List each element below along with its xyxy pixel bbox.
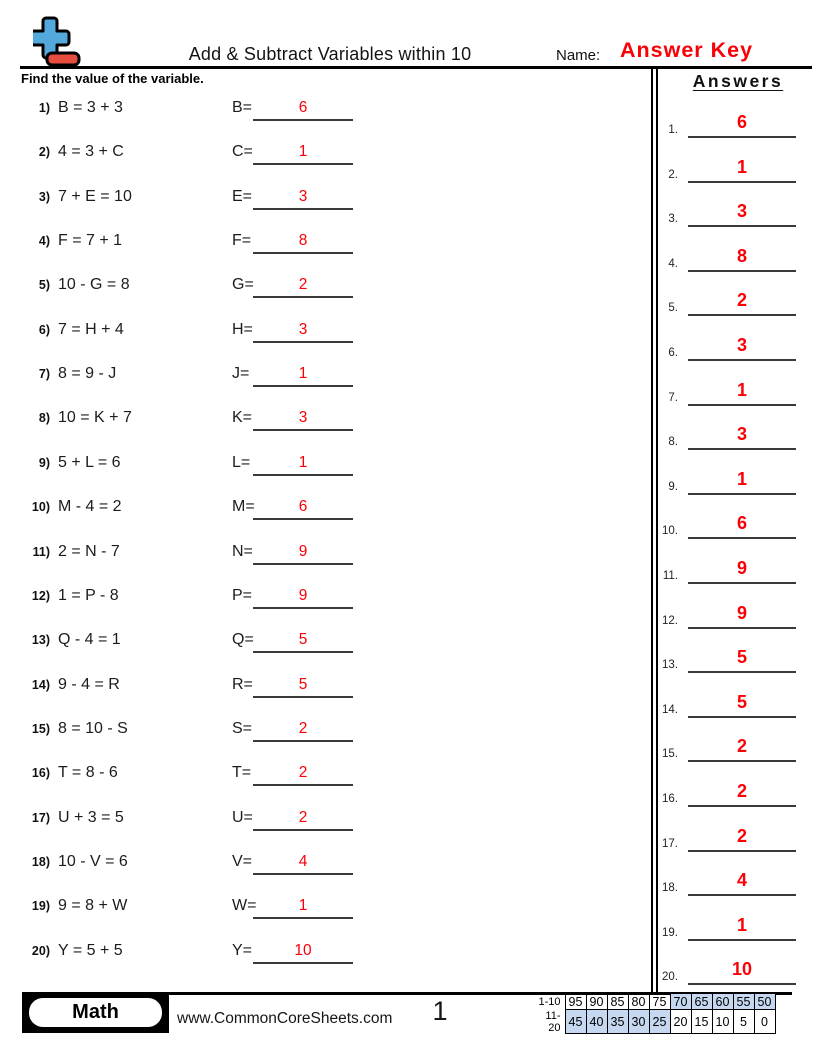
problem-answer-blank: 1	[253, 450, 353, 476]
problem-answer-blank: 9	[253, 539, 353, 565]
problem-variable-label: E=	[232, 187, 253, 205]
answer-item	[648, 864, 800, 896]
problem-equation: 5 + L = 6	[58, 453, 121, 471]
answer-value-blank: 9	[688, 554, 796, 584]
problem-equation: 7 + E = 10	[58, 187, 132, 205]
answer-item	[648, 730, 800, 762]
problem-answer-blank: 5	[253, 627, 353, 653]
answer-item	[648, 329, 800, 361]
problem-number: 7)	[38, 367, 50, 382]
answer-number: 11.	[662, 570, 678, 582]
answer-value-blank: 3	[688, 331, 796, 361]
score-cell: 10	[712, 1010, 733, 1034]
answer-number: 2.	[668, 168, 678, 181]
answer-value-blank: 5	[688, 643, 796, 673]
problem-variable-label: Q=	[232, 631, 254, 649]
page-title: Add & Subtract Variables within 10	[188, 44, 472, 64]
answer-item	[648, 195, 800, 227]
score-range-label: 11-20	[545, 1009, 561, 1034]
problem-number: 2)	[38, 145, 50, 160]
answer-number: 16.	[662, 793, 678, 805]
problem-answer-blank: 2	[253, 805, 353, 831]
answer-item	[648, 953, 800, 985]
problem-equation: T = 8 - 6	[58, 764, 118, 782]
problem-row	[22, 587, 442, 617]
score-cell: 90	[586, 994, 607, 1010]
problem-number: 17)	[31, 810, 50, 825]
score-cell: 80	[628, 994, 649, 1010]
problem-row	[22, 809, 442, 839]
answer-value-blank: 6	[688, 108, 796, 138]
problem-equation: Y = 5 + 5	[58, 941, 123, 959]
problem-answer-blank: 1	[253, 139, 353, 165]
problem-row	[22, 853, 442, 883]
answer-number: 1.	[668, 124, 678, 136]
answer-number: 13.	[662, 659, 678, 672]
answer-value-blank: 1	[688, 911, 796, 941]
answer-number: 4.	[668, 257, 678, 270]
problem-equation: 7 = H + 4	[58, 320, 124, 338]
answer-item	[648, 284, 800, 316]
score-cell: 55	[733, 994, 754, 1010]
answer-value-blank: 1	[688, 465, 796, 495]
answer-item	[648, 374, 800, 406]
score-range-label: 1-10	[538, 995, 561, 1008]
instruction-text: Find the value of the variable.	[21, 71, 204, 86]
answer-item	[648, 463, 800, 495]
score-table-row	[533, 1010, 775, 1034]
problem-variable-label: N=	[232, 542, 253, 560]
answer-value-blank: 2	[688, 822, 796, 852]
problem-variable-label: T=	[232, 764, 252, 782]
minus-icon	[47, 53, 79, 65]
score-cell: 45	[565, 1010, 586, 1034]
problem-answer-blank: 2	[253, 272, 353, 298]
problem-row	[22, 188, 442, 218]
problem-number: 16)	[31, 766, 50, 781]
problem-variable-label: C=	[232, 143, 253, 161]
problem-variable-label: V=	[232, 852, 253, 870]
problem-variable-label: G=	[232, 276, 254, 294]
problem-number: 10)	[31, 500, 50, 515]
problem-number: 19)	[31, 899, 50, 914]
problem-row	[22, 764, 442, 794]
problem-equation: 10 - G = 8	[58, 276, 130, 294]
problem-equation: U + 3 = 5	[58, 808, 124, 826]
score-cell: 0	[754, 1010, 775, 1034]
problem-row	[22, 99, 442, 129]
problem-variable-label: S=	[232, 719, 253, 737]
score-cell: 95	[565, 994, 586, 1010]
problem-number: 15)	[31, 721, 50, 736]
problem-number: 14)	[31, 677, 50, 692]
problem-number: 5)	[38, 278, 50, 293]
score-table	[533, 993, 776, 1034]
subject-badge	[22, 992, 169, 1033]
problem-variable-label: P=	[232, 586, 253, 604]
problem-equation: F = 7 + 1	[58, 232, 123, 250]
problem-row	[22, 942, 442, 972]
problem-answer-blank: 3	[253, 405, 353, 431]
score-cell: 60	[712, 994, 733, 1010]
plus-minus-logo-icon	[33, 16, 81, 68]
problem-equation: 9 - 4 = R	[58, 675, 120, 693]
problem-number: 3)	[38, 189, 50, 204]
problem-number: 13)	[31, 633, 50, 648]
score-cell: 25	[649, 1010, 670, 1034]
score-cell: 65	[691, 994, 712, 1010]
problem-equation: 1 = P - 8	[58, 586, 119, 604]
problem-number: 1)	[38, 101, 50, 115]
answer-value-blank: 2	[688, 777, 796, 807]
problem-answer-blank: 4	[253, 849, 353, 875]
problem-variable-label: K=	[232, 409, 253, 427]
answer-number: 20.	[662, 971, 678, 984]
answer-item	[648, 418, 800, 450]
problem-answer-blank: 3	[253, 184, 353, 210]
score-cell: 20	[670, 1010, 691, 1034]
page-number: 1	[432, 996, 448, 1026]
score-cell: 40	[586, 1010, 607, 1034]
problem-row	[22, 454, 442, 484]
problem-number: 12)	[31, 588, 50, 603]
problem-answer-blank: 5	[253, 672, 353, 698]
problem-equation: 8 = 10 - S	[58, 719, 128, 737]
problem-row	[22, 232, 442, 262]
answer-number: 19.	[662, 926, 678, 939]
answer-number: 12.	[662, 614, 678, 627]
problem-equation: 9 = 8 + W	[58, 897, 128, 915]
problem-variable-label: F=	[232, 232, 252, 250]
answer-key-text: Answer Key	[620, 38, 754, 62]
answer-number: 10.	[662, 525, 678, 538]
score-table-row	[533, 994, 775, 1010]
answer-value-blank: 1	[688, 376, 796, 406]
answer-value-blank: 8	[688, 242, 796, 272]
answer-item	[648, 597, 800, 629]
answer-number: 8.	[668, 436, 678, 449]
problem-variable-label: W=	[232, 897, 257, 915]
score-cell: 75	[649, 994, 670, 1010]
name-label: Name:	[556, 47, 601, 64]
answer-item	[648, 820, 800, 852]
answer-item	[648, 507, 800, 539]
problem-row	[22, 631, 442, 661]
problem-variable-label: B=	[232, 99, 253, 116]
answer-value-blank: 4	[688, 866, 796, 896]
answer-item	[648, 552, 800, 584]
answer-number: 3.	[668, 213, 678, 226]
problem-variable-label: L=	[232, 453, 251, 471]
problem-equation: M - 4 = 2	[58, 498, 122, 516]
problem-answer-blank: 2	[253, 716, 353, 742]
problem-answer-blank: 1	[253, 361, 353, 387]
answer-value-blank: 6	[688, 509, 796, 539]
answer-number: 9.	[668, 480, 678, 493]
problem-variable-label: M=	[232, 498, 255, 516]
answer-item	[648, 106, 800, 138]
problem-answer-blank: 6	[253, 95, 353, 121]
problem-answer-blank: 2	[253, 760, 353, 786]
answer-value-blank: 9	[688, 599, 796, 629]
answer-value-blank: 3	[688, 197, 796, 227]
subject-badge-label: Math	[27, 996, 164, 1029]
score-cell: 30	[628, 1010, 649, 1034]
answer-number: 18.	[662, 882, 678, 895]
score-cell: 15	[691, 1010, 712, 1034]
answer-item	[648, 909, 800, 941]
answer-number: 5.	[668, 302, 678, 315]
problem-row	[22, 543, 442, 573]
problem-row	[22, 365, 442, 395]
answer-number: 17.	[662, 837, 678, 850]
problem-number: 11)	[32, 544, 50, 559]
score-cell: 50	[754, 994, 775, 1010]
header-divider-line	[20, 66, 812, 69]
problem-answer-blank: 10	[253, 938, 353, 964]
problem-variable-label: R=	[232, 675, 253, 693]
answers-heading: Answers	[692, 71, 784, 91]
problem-equation: 8 = 9 - J	[58, 365, 117, 383]
problem-row	[22, 720, 442, 750]
problem-variable-label: Y=	[232, 941, 253, 959]
problem-equation: B = 3 + 3	[58, 99, 123, 116]
problem-row	[22, 276, 442, 306]
problem-equation: 10 = K + 7	[58, 409, 132, 427]
answer-item	[648, 240, 800, 272]
answer-item	[648, 641, 800, 673]
problem-number: 8)	[38, 411, 50, 426]
problem-number: 4)	[38, 234, 50, 249]
problem-answer-blank: 8	[253, 228, 353, 254]
problem-row	[22, 897, 442, 927]
problem-answer-blank: 9	[253, 583, 353, 609]
answer-item	[648, 686, 800, 718]
answer-number: 7.	[668, 391, 678, 404]
score-cell: 70	[670, 994, 691, 1010]
score-cell: 5	[733, 1010, 754, 1034]
problem-number: 20)	[31, 943, 50, 958]
problem-variable-label: U=	[232, 808, 253, 826]
answer-item	[648, 775, 800, 807]
problem-variable-label: J=	[232, 365, 250, 383]
problem-row	[22, 143, 442, 173]
answer-value-blank: 2	[688, 286, 796, 316]
problem-variable-label: H=	[232, 320, 253, 338]
problem-equation: 4 = 3 + C	[58, 143, 124, 161]
problem-row	[22, 676, 442, 706]
problem-answer-blank: 6	[253, 494, 353, 520]
problem-number: 18)	[31, 854, 50, 869]
answer-item	[648, 151, 800, 183]
answer-value-blank: 3	[688, 420, 796, 450]
answer-value-blank: 10	[688, 955, 796, 985]
answer-number: 14.	[662, 703, 678, 716]
problem-row	[22, 409, 442, 439]
answer-value-blank: 2	[688, 732, 796, 762]
answer-number: 15.	[662, 748, 678, 761]
answer-value-blank: 5	[688, 688, 796, 718]
problem-number: 9)	[38, 455, 50, 470]
problem-equation: Q - 4 = 1	[58, 631, 121, 649]
problem-row	[22, 498, 442, 528]
problem-number: 6)	[38, 322, 50, 337]
problem-answer-blank: 3	[253, 317, 353, 343]
problem-answer-blank: 1	[253, 893, 353, 919]
answer-number: 6.	[668, 347, 678, 359]
problem-equation: 10 - V = 6	[58, 852, 128, 870]
score-cell: 35	[607, 1010, 628, 1034]
score-cell: 85	[607, 994, 628, 1010]
website-text: www.CommonCoreSheets.com	[177, 1010, 393, 1027]
problem-row	[22, 321, 442, 351]
answer-value-blank: 1	[688, 153, 796, 183]
problem-equation: 2 = N - 7	[58, 542, 120, 560]
